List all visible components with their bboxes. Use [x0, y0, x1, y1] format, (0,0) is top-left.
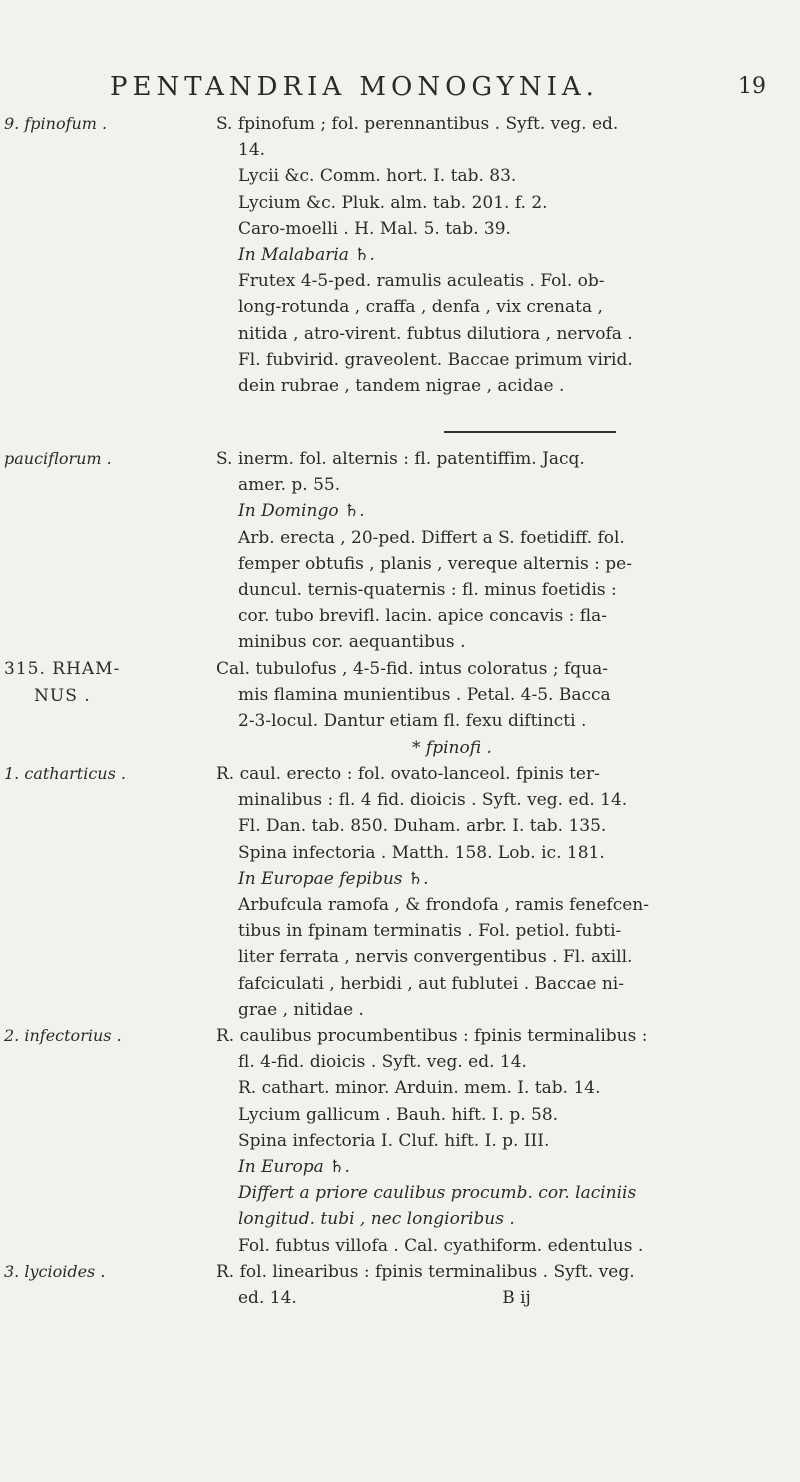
entry-line: In Europa ♄.: [238, 1157, 350, 1178]
entry-line: nitida , atro-virent. fubtus dilutiora , nervofa .: [238, 323, 633, 344]
running-title: PENTANDRIA MONOGYNIA.: [110, 72, 599, 102]
section-heading-spinosi: * fpinofi .: [412, 737, 492, 758]
species-label-spinosum: 9. fpinofum .: [4, 114, 108, 133]
entry-line: amer. p. 55.: [238, 475, 341, 496]
entry-line: minibus cor. aequantibus .: [238, 632, 466, 653]
entry-line: dein rubrae , tandem nigrae , acidae .: [238, 376, 565, 397]
genus-label-line: 315. RHAM-: [4, 659, 121, 679]
genus-label-line: NUS .: [34, 686, 91, 706]
entry-line: Differt a priore caulibus procumb. cor. laciniis: [238, 1183, 637, 1204]
entry-line: tibus in fpinam terminatis . Fol. petiol. fubti-: [238, 921, 622, 942]
page-number: 19: [738, 74, 766, 99]
section-divider: [444, 431, 616, 433]
entry-line: 14.: [238, 140, 266, 161]
entry-line: Lycii &c. Comm. hort. I. tab. 83.: [238, 166, 517, 187]
entry-line: S. inerm. fol. alternis : fl. patentiffim. Jacq.: [216, 449, 585, 469]
entry-line: Spina infectoria I. Cluf. hift. I. p. III.: [238, 1130, 550, 1151]
genus-description-rhamnus: [216, 656, 794, 761]
entry-line: Lycium &c. Pluk. alm. tab. 201. f. 2.: [238, 192, 548, 213]
entry-line-text: ed. 14.: [238, 1288, 297, 1309]
entry-line: fl. 4-fid. dioicis . Syft. veg. ed. 14.: [238, 1052, 527, 1073]
entry-catharticus: [216, 761, 794, 1023]
entry-line: cor. tubo brevifl. lacin. apice concavis : fla-: [238, 606, 607, 627]
entry-line: Fl. fubvirid. graveolent. Baccae primum virid.: [238, 349, 633, 370]
entry-line: Frutex 4-5-ped. ramulis aculeatis . Fol. ob-: [238, 271, 605, 292]
species-label-pauciflorum: pauciflorum .: [4, 449, 112, 468]
species-label-lycioides: 3. lycioides .: [4, 1262, 106, 1281]
entry-line: S. fpinofum ; fol. perennantibus . Syft. veg. ed.: [216, 114, 619, 134]
entry-line: In Domingo ♄.: [238, 501, 365, 522]
entry-infectorius: [216, 1023, 794, 1259]
entry-line: 2-3-locul. Dantur etiam fl. fexu diftincti .: [238, 711, 587, 732]
entry-line: R. fol. linearibus : fpinis terminalibus . Syft. veg.: [216, 1262, 635, 1282]
entry-line: Spina infectoria . Matth. 158. Lob. ic. 181.: [238, 842, 605, 863]
genus-label-rhamnus: [4, 656, 184, 710]
entry-line: Lycium gallicum . Bauh. hift. I. p. 58.: [238, 1104, 559, 1125]
entry-line: Caro-moelli . H. Mal. 5. tab. 39.: [238, 218, 511, 239]
entry-line: femper obtufis , planis , vereque alternis : pe-: [238, 553, 632, 574]
entry-line: R. caul. erecto : fol. ovato-lanceol. fpinis ter-: [216, 764, 600, 784]
entry-line: In Malabaria ♄.: [238, 245, 375, 266]
entry-lycioides: [216, 1259, 794, 1311]
entry-spinosum: [216, 111, 794, 399]
entry-line: liter ferrata , nervis convergentibus . Fl. axill.: [238, 947, 633, 968]
entry-line: In Europae fepibus ♄.: [238, 868, 429, 889]
entry-line: duncul. ternis-quaternis : fl. minus foetidis :: [238, 580, 617, 601]
entry-line: Fl. Dan. tab. 850. Duham. arbr. I. tab. 135.: [238, 816, 607, 837]
entry-line: [216, 1285, 794, 1311]
entry-line: long-rotunda , craffa , denfa , vix crenata ,: [238, 297, 603, 318]
entry-line: Arb. erecta , 20-ped. Differt a S. foetidiff. fol.: [238, 527, 625, 548]
entry-line: R. cathart. minor. Arduin. mem. I. tab. 14.: [238, 1078, 601, 1099]
entry-line: Fol. fubtus villofa . Cal. cyathiform. edentulus .: [238, 1235, 644, 1256]
entry-pauciflorum: [216, 446, 794, 656]
species-label-catharticus: 1. catharticus .: [4, 764, 126, 783]
signature-mark: B ij: [502, 1288, 531, 1309]
species-label-infectorius: 2. infectorius .: [4, 1026, 122, 1045]
entry-line: grae , nitidae .: [238, 999, 364, 1020]
entry-line: fafciculati , herbidi , aut fublutei . Baccae ni-: [238, 973, 624, 994]
entry-line: mis flamina munientibus . Petal. 4-5. Bacca: [238, 685, 611, 706]
entry-line: Cal. tubulofus , 4-5-fid. intus coloratus ; fqua-: [216, 659, 609, 679]
entry-line: minalibus : fl. 4 fid. dioicis . Syft. veg. ed. 14.: [238, 790, 628, 811]
entry-line: Arbufcula ramofa , & frondofa , ramis fenefcen-: [238, 895, 649, 916]
entry-line: R. caulibus procumbentibus : fpinis terminalibus :: [216, 1026, 648, 1046]
entry-line: longitud. tubi , nec longioribus .: [238, 1209, 515, 1230]
